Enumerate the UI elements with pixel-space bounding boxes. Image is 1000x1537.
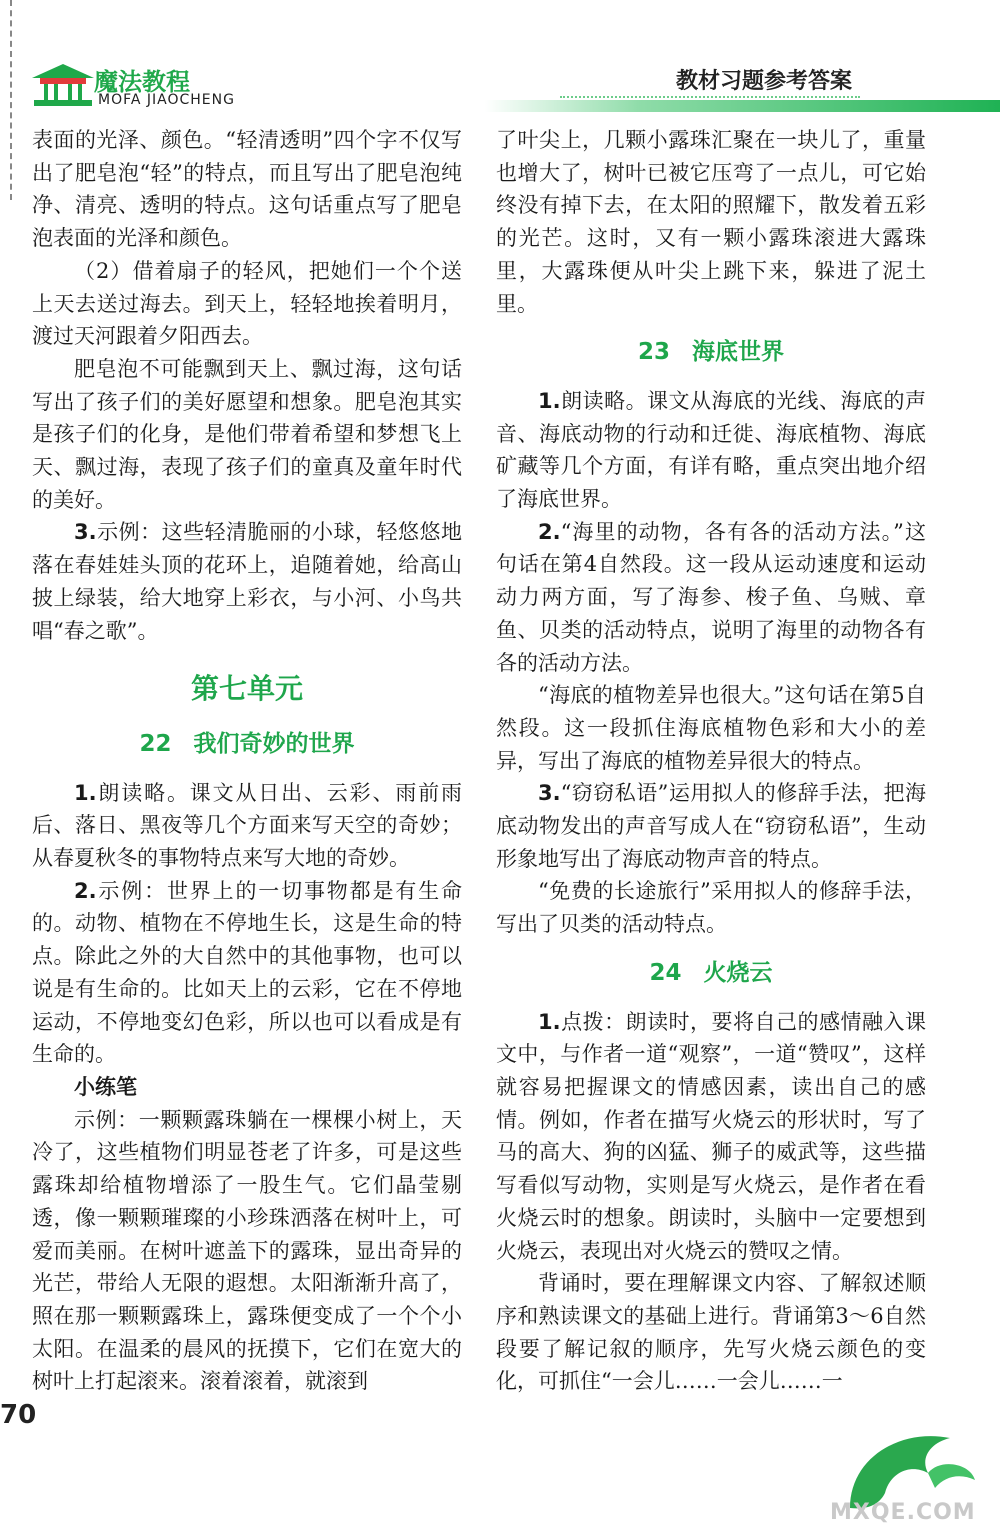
lesson-heading (496, 336, 926, 369)
answer-text: 示例：这些轻清脆丽的小球，轻悠悠地落在春娃娃头顶的花环上，追随着她，给高山披上绿装，给大地穿上彩衣，与小河、小鸟共唱“春之歌”。 (32, 520, 462, 643)
answer-text: 朗读略。课文从日出、云彩、雨前雨后、落日、黑夜等几个方面来写天空的奇妙；从春夏秋冬的事物特点来写大地的奇妙。 (32, 780, 462, 871)
lesson-heading (32, 728, 462, 761)
answer-number: 3. (74, 520, 97, 545)
answer-number: 1. (74, 780, 97, 805)
paragraph: 示例：一颗颗露珠躺在一棵棵小树上，天冷了，这些植物们明显苍老了许多，可是这些露珠却给植物增添了一股生气。它们晶莹剔透，像一颗颗璀璨的小珍珠洒落在树叶上，可爱而美丽。在树叶遮盖下的露珠，显出奇异的光芒，带给人无限的遐想。太阳渐渐升高了，照在那一颗颗露珠上，露珠便变成了一个个小太阳。在温柔的晨风的抚摸下，它们在宽大的树叶上打起滚来。滚着滚着，就滚到 (32, 1107, 462, 1394)
numbered-answer (32, 516, 462, 647)
unit-heading: 第七单元 (190, 672, 303, 706)
lesson-title: 我们奇妙的世界 (193, 730, 355, 757)
answer-text: 示例：世界上的一切事物都是有生命的。动物、植物在不停地生长，这是生命的特点。除此之外的大自然中的其他事物，也可以说是有生命的。比如天上的云彩，它在不停地运动，不停地变幻色彩，所以也可以看成是有生命的。 (32, 878, 462, 1067)
answer-text: 点拨：朗读时，要将自己的感情融入课文中，与作者一道“观察”，一道“赞叹”，这样就容易把握课文的情感因素，读出自己的感情。例如，作者在描写火烧云的形状时，写了马的高大、狗的凶猛、狮子的威武等，这些描写看似写动物，实则是写火烧云，是作者在看火烧云时的想象。朗读时，头脑中一定要想到火烧云，表现出对火烧云的赞叹之情。 (496, 1009, 926, 1263)
lesson-number: 23 (637, 339, 670, 366)
subheading: 小练笔 (74, 1074, 137, 1099)
numbered-answer (32, 875, 462, 1071)
numbered-answer (32, 777, 462, 875)
page-number: 70 (0, 1400, 37, 1430)
lesson-heading (496, 957, 926, 990)
paragraph: “免费的长途旅行”采用拟人的修辞手法，写出了贝类的活动特点。 (496, 879, 926, 937)
paragraph: 表面的光泽、颜色。“轻清透明”四个字不仅写出了肥皂泡“轻”的特点，而且写出了肥皂泡纯净、清亮、透明的特点。这句话重点写了肥皂泡表面的光泽和颜色。 (32, 128, 462, 251)
paragraph: 了叶尖上，几颗小露珠汇聚在一块儿了，重量也增大了，树叶已被它压弯了一点儿，可它始终没有掉下去，在太阳的照耀下，散发着五彩的光芒。这时，又有一颗小露珠滚进大露珠里，大露珠便从叶尖上跳下来，躲进了泥土里。 (496, 128, 926, 316)
logo-english-text: MOFA JIAOCHENG (98, 92, 235, 108)
lesson-number: 24 (649, 959, 682, 986)
binding-margin-line (10, 0, 12, 200)
lesson-title: 火烧云 (703, 959, 773, 986)
paragraph: 肥皂泡不可能飘到天上、飘过海，这句话写出了孩子们的美好愿望和想象。肥皂泡其实是孩子们的化身，是他们带着希望和梦想飞上天、飘过海，表现了孩子们的童真及童年时代的美好。 (32, 356, 462, 512)
answer-number: 1. (538, 388, 561, 413)
left-column (32, 124, 462, 1398)
pagoda-icon (28, 60, 98, 110)
lesson-title: 海底世界 (692, 339, 784, 366)
page-header (0, 0, 1000, 120)
numbered-answer (496, 1006, 926, 1268)
publisher-logo (28, 60, 278, 112)
answer-text: “海里的动物，各有各的活动方法。”这句话在第4自然段。这一段从运动速度和运动动力两方面，写了海参、梭子鱼、乌贼、章鱼、贝类的活动特点，说明了海里的动物各有各的活动方法。 (496, 519, 926, 675)
watermark: MXQE.COM (830, 1500, 976, 1525)
answer-number: 2. (74, 878, 97, 903)
answer-number: 2. (538, 519, 561, 544)
answer-text: 朗读略。课文从海底的光线、海底的声音、海底动物的行动和迁徙、海底植物、海底矿藏等几个方面，有详有略，重点突出地介绍了海底世界。 (496, 388, 926, 512)
section-title: 教材习题参考答案 (675, 69, 852, 94)
numbered-answer (496, 516, 926, 680)
numbered-answer (496, 385, 926, 516)
right-column (496, 124, 926, 1398)
numbered-answer (496, 777, 926, 875)
answer-number: 1. (538, 1009, 561, 1034)
logo-chinese-text: 魔法教程 (94, 68, 190, 96)
paragraph: “海底的植物差异也很大。”这句话在第5自然段。这一段抓住海底植物色彩和大小的差异，写出了海底的植物差异很大的特点。 (496, 683, 926, 773)
answer-text: “窃窃私语”运用拟人的修辞手法，把海底动物发出的声音写成人在“窃窃私语”，生动形象地写出了海底动物声音的特点。 (496, 781, 926, 871)
paragraph: 背诵时，要在理解课文内容、了解叙述顺序和熟读课文的基础上进行。背诵第3～6自然段要了解记叙的顺序，先写火烧云颜色的变化，可抓住“一会儿……一会儿……一 (496, 1271, 926, 1394)
lesson-number: 22 (139, 730, 172, 757)
answer-number: 3. (538, 781, 561, 806)
header-green-bar (485, 100, 1000, 112)
paragraph: （2）借着扇子的轻风，把她们一个个送上天去送过海去。到天上，轻轻地挨着明月，渡过天河跟着夕阳西去。 (32, 258, 462, 349)
